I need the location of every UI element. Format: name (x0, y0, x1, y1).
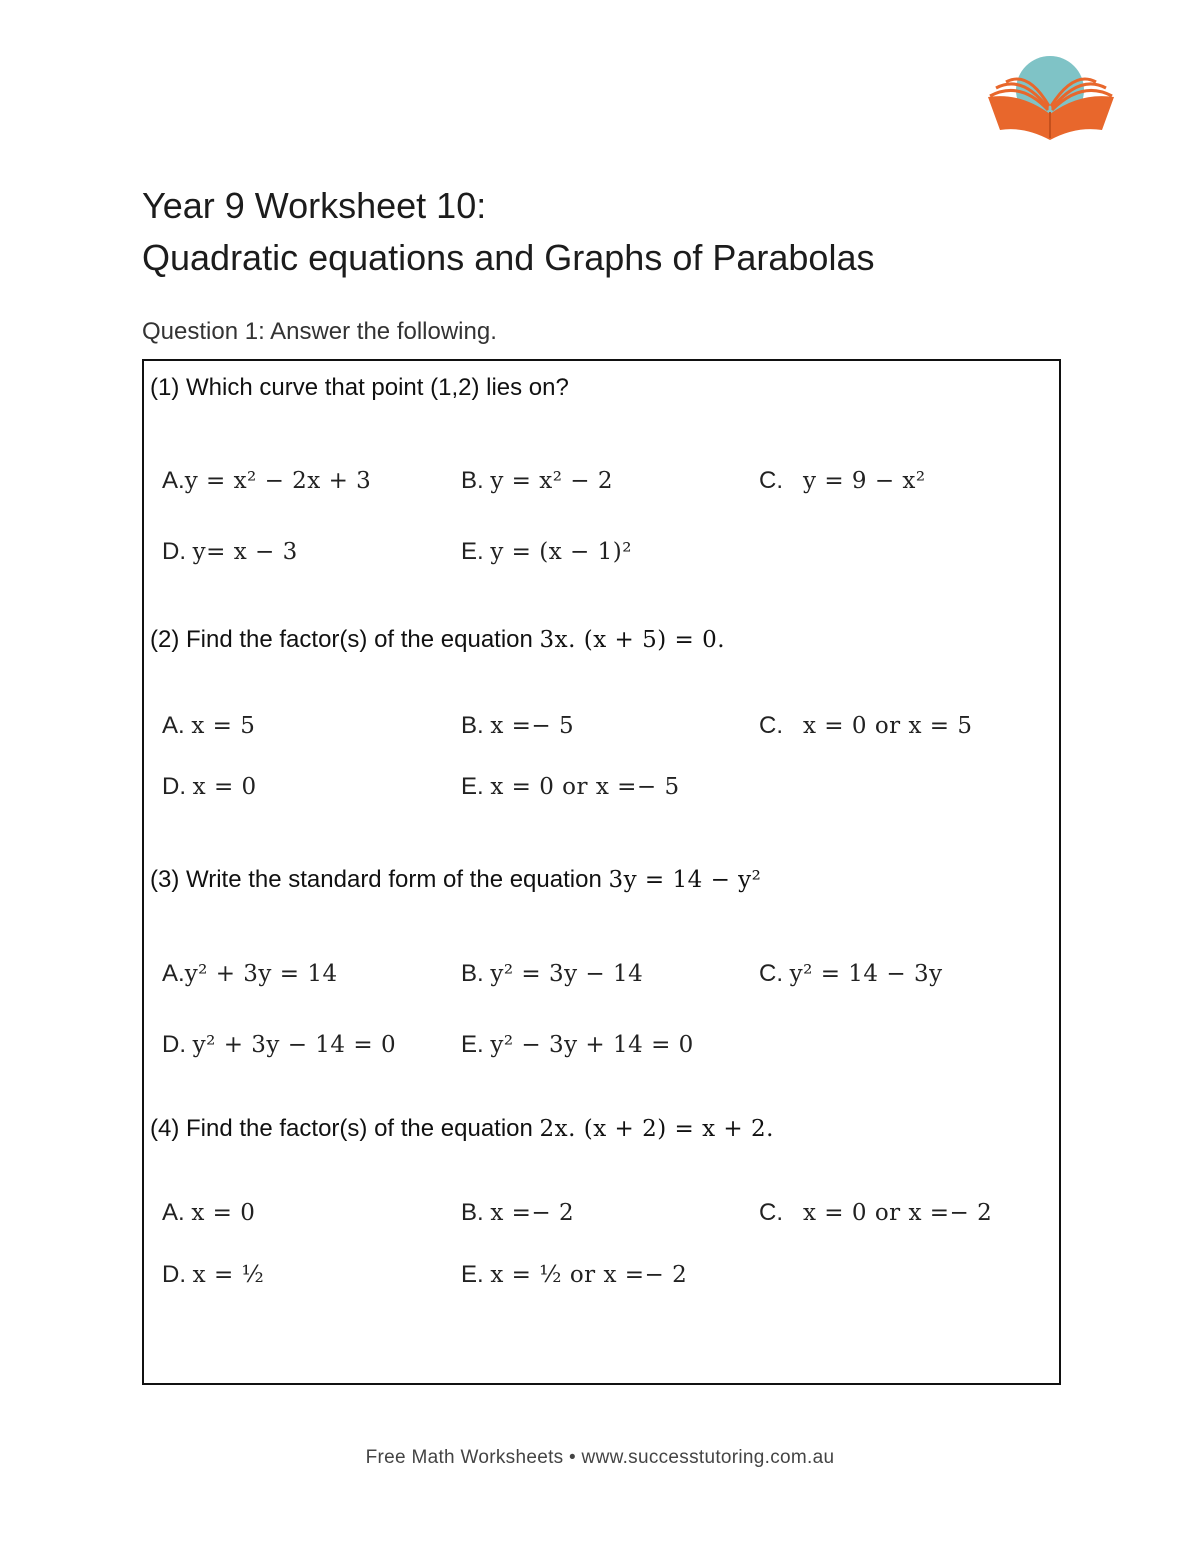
math-expression: y = 9 − x² (803, 468, 926, 494)
option-1c[interactable] (759, 467, 926, 495)
math-expression: y = x² − 2 (490, 468, 613, 494)
text-label: C. (759, 467, 783, 494)
option-2c[interactable] (759, 712, 972, 740)
text-label: E. (461, 1031, 484, 1058)
page-footer: Free Math Worksheets • www.successtutoring.com.au (365, 1447, 835, 1468)
text-label: (4) Find the factor(s) of the equation (150, 1115, 540, 1142)
math-expression: y² + 3y = 14 (184, 961, 338, 987)
option-4c[interactable] (759, 1199, 992, 1227)
text-label: A. (162, 960, 185, 987)
question-prompt-4 (150, 1115, 774, 1143)
text-label: C. (759, 1199, 783, 1226)
math-expression: 2x. (x + 2) = x + 2. (539, 1116, 774, 1142)
math-expression: x = 5 (191, 713, 256, 739)
math-expression: x = 0 (191, 1200, 256, 1226)
question-prompt-2 (150, 626, 725, 654)
math-expression: x =− 5 (490, 713, 575, 739)
math-expression: x = ½ (192, 1262, 265, 1288)
math-expression: x = ½ or x =− 2 (490, 1262, 688, 1288)
text-label: B. (461, 1199, 484, 1226)
math-expression: y² − 3y + 14 = 0 (490, 1032, 694, 1058)
option-math: y = x² − 2x + 3 (184, 468, 372, 494)
math-expression: x = 0 or x =− 5 (490, 774, 680, 800)
worksheet-subtitle: Quadratic equations and Graphs of Parabolas (142, 237, 875, 278)
text-label: B. (461, 467, 484, 494)
math-expression: 3x. (x + 5) = 0. (539, 627, 726, 653)
text-label: E. (461, 773, 484, 800)
text-label: D. (162, 538, 186, 565)
text-label: D. (162, 1031, 186, 1058)
question-prompt-1 (150, 374, 569, 402)
text-label: B. (461, 960, 484, 987)
math-expression: x = 0 (192, 774, 257, 800)
text-label: A. (162, 1199, 185, 1226)
text-label: E. (461, 538, 484, 565)
math-expression: y² = 3y − 14 (490, 961, 644, 987)
text-label: A. (162, 712, 185, 739)
worksheet-title: Year 9 Worksheet 10: (142, 185, 487, 226)
math-expression: y² + 3y − 14 = 0 (192, 1032, 397, 1058)
option-4d[interactable] (162, 1261, 264, 1289)
math-expression: y= x − 3 (192, 539, 298, 565)
math-expression: 3y = 14 − y² (608, 867, 762, 893)
text-label: D. (162, 773, 186, 800)
option-3d[interactable] (162, 1031, 396, 1059)
text-label: C. (759, 712, 783, 739)
math-expression: y² = 14 − 3y (789, 961, 943, 987)
text-label: (2) Find the factor(s) of the equation (150, 626, 540, 653)
math-expression: y = (x − 1)² (490, 539, 632, 565)
text-label: D. (162, 1261, 186, 1288)
text-label: C. (759, 960, 783, 987)
text-label: A. (162, 467, 185, 494)
text-label: B. (461, 712, 484, 739)
math-expression: x =− 2 (490, 1200, 575, 1226)
option-1e[interactable] (461, 538, 632, 566)
option-2a[interactable] (162, 712, 255, 740)
option-1b[interactable] (461, 467, 613, 495)
open-book-icon (980, 52, 1122, 144)
option-3e[interactable] (461, 1031, 694, 1059)
option-2e[interactable] (461, 773, 680, 801)
text-label: E. (461, 1261, 484, 1288)
option-3a[interactable] (162, 960, 338, 988)
option-3c[interactable] (759, 960, 943, 988)
option-4e[interactable] (461, 1261, 687, 1289)
math-expression: x = 0 or x =− 2 (803, 1200, 993, 1226)
option-4a[interactable] (162, 1199, 255, 1227)
option-2b[interactable] (461, 712, 574, 740)
question-intro: Question 1: Answer the following. (142, 318, 497, 345)
option-4b[interactable] (461, 1199, 574, 1227)
option-1a[interactable] (162, 467, 371, 495)
math-expression: x = 0 or x = 5 (803, 713, 973, 739)
option-1d[interactable] (162, 538, 298, 566)
text-label: (3) Write the standard form of the equation (150, 866, 609, 893)
option-3b[interactable] (461, 960, 643, 988)
text-label: (1) Which curve that point (1,2) lies on? (150, 374, 569, 401)
question-prompt-3 (150, 866, 761, 894)
option-2d[interactable] (162, 773, 257, 801)
